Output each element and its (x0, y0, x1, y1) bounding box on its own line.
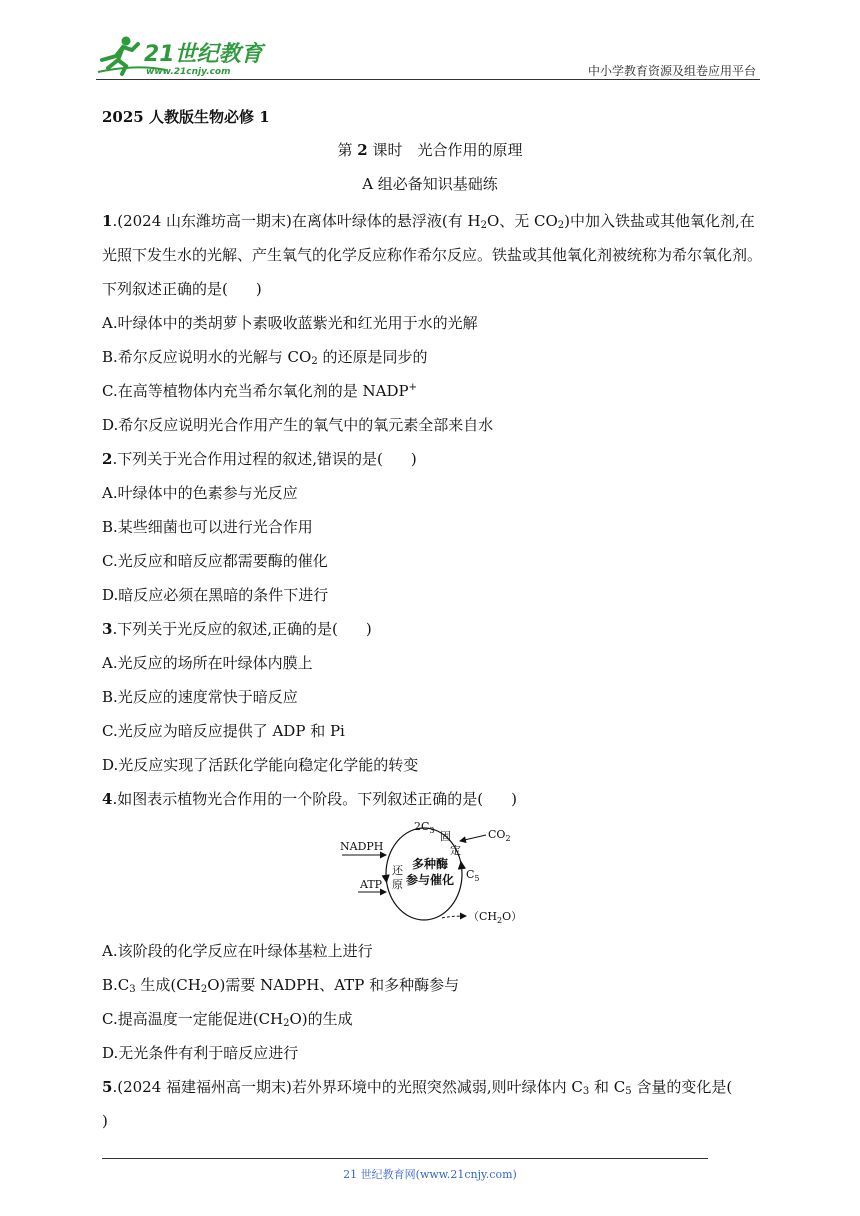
q2-option-c: C.光反应和暗反应都需要酶的催化 (102, 552, 328, 570)
question-1: 1.(2024 山东潍坊高一期末)在离体叶绿体的悬浮液(有 $H_2O$、无 $CO_2$)中加入铁盐或其他氧化剂,在光照下发生水的光解、产生氧气的化学反应称作希尔反应。铁盐或其他氧化剂被统称为希尔氧化剂。下列叙述正确的是( ) (102, 212, 763, 298)
platform-name: 中小学教育资源及组卷应用平台 (587, 64, 756, 78)
document-title: 2025 人教版生物必修 1 (102, 108, 270, 126)
footer-link[interactable]: 21 世纪教育网(www.21cnjy.com) (343, 1168, 517, 1181)
calvin-cycle-figure (102, 816, 766, 934)
question-4: 4.如图表示植物光合作用的一个阶段。下列叙述正确的是( ) (102, 790, 517, 808)
question-3: 3.下列关于光反应的叙述,正确的是( ) (102, 620, 372, 638)
q1-option-c: C.在高等植物体内充当希尔氧化剂的是 NADP+ (102, 382, 417, 400)
enzyme-label-line1: 多种酶 (412, 857, 449, 871)
header-divider (96, 79, 760, 80)
product-label: $(CH_2O)$ (468, 910, 523, 925)
nadph-label: NADPH (340, 840, 384, 853)
question-list (102, 204, 766, 1138)
co2-arrow (460, 835, 486, 841)
question-2: 2.下列关于光合作用过程的叙述,错误的是( ) (102, 450, 417, 468)
co2-label: $CO_2$ (488, 828, 511, 843)
q1-option-d: D.希尔反应说明光合作用产生的氧气中的氧元素全部来自水 (102, 416, 494, 434)
c3-label: $2C_3$ (414, 820, 435, 835)
q4-option-d: D.无光条件有利于暗反应进行 (102, 1044, 299, 1062)
atp-label: ATP (360, 878, 383, 891)
q4-option-c: C.提高温度一定能促进$(CH_2O)$的生成 (102, 1010, 353, 1029)
product-arrow (442, 916, 466, 918)
footer-divider (102, 1158, 708, 1159)
lesson-title: 第 2 课时 光合作用的原理 (337, 141, 523, 159)
q3-option-d: D.光反应实现了活跃化学能向稳定化学能的转变 (102, 756, 419, 774)
q4-option-b: $B.C_3$ 生成$(CH_2O)$需要 NADPH、ATP 和多种酶参与 (102, 976, 460, 995)
calvin-cycle-diagram (338, 816, 538, 934)
site-logo (96, 34, 266, 78)
fixation-char-2: 定 (450, 844, 461, 857)
page-header (96, 34, 760, 80)
section-title: A 组必备知识基础练 (362, 175, 498, 193)
q2-option-a: A.叶绿体中的色素参与光反应 (102, 484, 298, 502)
q3-option-c: C.光反应为暗反应提供了 ADP 和 Pi (102, 722, 345, 740)
c5-label: $C_5$ (466, 868, 480, 883)
logo-text: 21世纪教育 (144, 42, 263, 67)
q4-option-a: A.该阶段的化学反应在叶绿体基粒上进行 (102, 942, 373, 960)
reduction-char-1: 还 (392, 864, 403, 877)
q1-option-a: A.叶绿体中的类胡萝卜素吸收蓝紫光和红光用于水的光解 (102, 314, 478, 332)
enzyme-label-line2: 参与催化 (406, 873, 455, 887)
q2-option-b: B.某些细菌也可以进行光合作用 (102, 518, 313, 536)
q1-option-b: B.希尔反应说明水的光解与 $CO_2$ 的还原是同步的 (102, 348, 428, 367)
logo-url: www.21cnjy.com (146, 67, 231, 77)
q2-option-d: D.暗反应必须在黑暗的条件下进行 (102, 586, 329, 604)
question-5: 5.(2024 福建福州高一期末)若外界环境中的光照突然减弱,则叶绿体内 $C_3$ 和 $C_5$ 含量的变化是() (102, 1078, 733, 1130)
fixation-char-1: 固 (440, 830, 451, 843)
q3-option-b: B.光反应的速度常快于暗反应 (102, 688, 298, 706)
reduction-char-2: 原 (392, 878, 403, 891)
q3-option-a: A.光反应的场所在叶绿体内膜上 (102, 654, 313, 672)
